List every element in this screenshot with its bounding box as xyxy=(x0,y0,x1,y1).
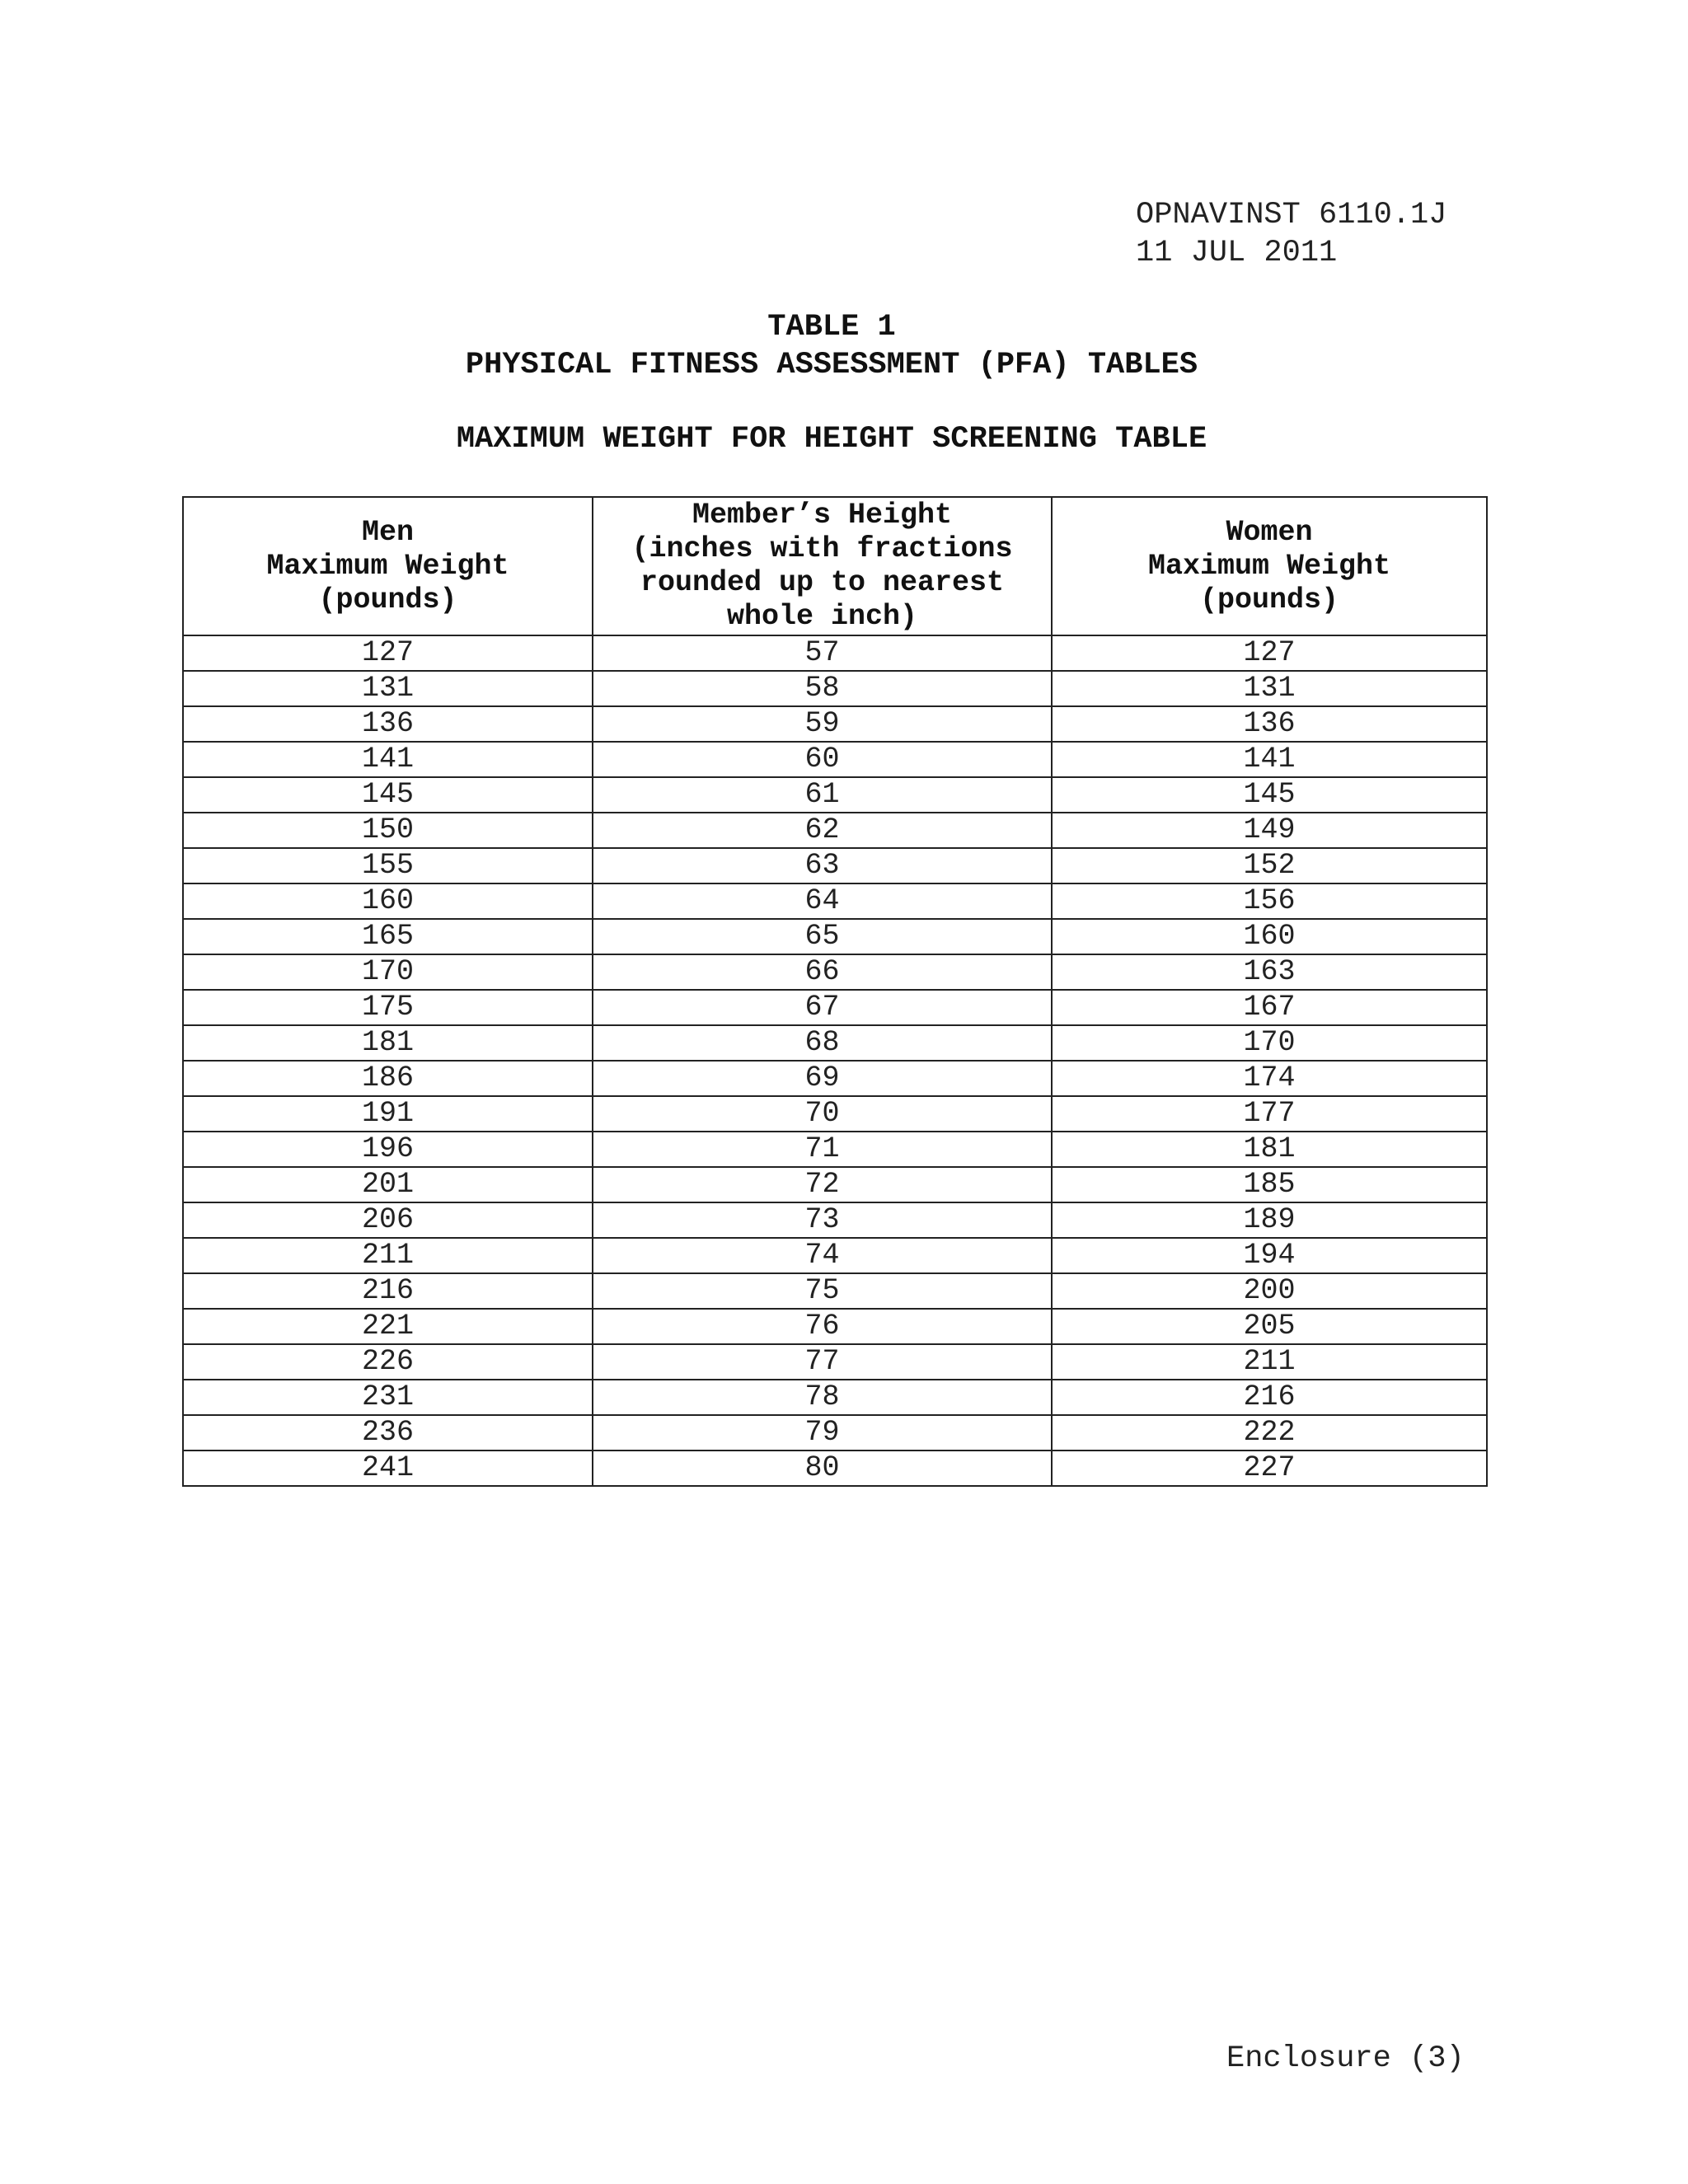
women-max-weight-cell: 222 xyxy=(1052,1415,1487,1451)
men-max-weight-cell: 136 xyxy=(183,706,593,742)
women-max-weight-cell: 131 xyxy=(1052,671,1487,706)
table-row xyxy=(183,1167,1487,1202)
women-max-weight-cell: 211 xyxy=(1052,1344,1487,1380)
height-cell: 66 xyxy=(593,954,1052,990)
table-row xyxy=(183,813,1487,848)
women-max-weight-cell: 185 xyxy=(1052,1167,1487,1202)
women-max-weight-cell: 216 xyxy=(1052,1380,1487,1415)
table-row xyxy=(183,777,1487,813)
table-row xyxy=(183,1025,1487,1061)
table-row xyxy=(183,742,1487,777)
men-max-weight-cell: 231 xyxy=(183,1380,593,1415)
women-max-weight-cell: 200 xyxy=(1052,1273,1487,1309)
document-header xyxy=(1136,196,1447,272)
section-title: PHYSICAL FITNESS ASSESSMENT (PFA) TABLES xyxy=(465,348,1198,382)
table-row xyxy=(183,635,1487,671)
women-max-weight-cell: 136 xyxy=(1052,706,1487,742)
table-row xyxy=(183,1061,1487,1096)
men-max-weight-cell: 226 xyxy=(183,1344,593,1380)
document-date: 11 JUL 2011 xyxy=(1136,236,1338,270)
women-max-weight-cell: 156 xyxy=(1052,883,1487,919)
weight-height-table xyxy=(182,496,1488,1487)
women-max-weight-cell: 141 xyxy=(1052,742,1487,777)
table-row xyxy=(183,671,1487,706)
table-row xyxy=(183,919,1487,954)
height-cell: 57 xyxy=(593,635,1052,671)
table-header-row xyxy=(183,497,1487,635)
women-max-weight-cell: 163 xyxy=(1052,954,1487,990)
height-cell: 58 xyxy=(593,671,1052,706)
men-max-weight-cell: 216 xyxy=(183,1273,593,1309)
height-cell: 59 xyxy=(593,706,1052,742)
women-max-weight-cell: 189 xyxy=(1052,1202,1487,1238)
table-row xyxy=(183,706,1487,742)
table-row xyxy=(183,1273,1487,1309)
height-cell: 80 xyxy=(593,1451,1052,1486)
table-name-title: MAXIMUM WEIGHT FOR HEIGHT SCREENING TABLE xyxy=(456,422,1207,457)
height-cell: 78 xyxy=(593,1380,1052,1415)
men-max-weight-cell: 150 xyxy=(183,813,593,848)
table-row xyxy=(183,1344,1487,1380)
men-max-weight-cell: 186 xyxy=(183,1061,593,1096)
height-cell: 75 xyxy=(593,1273,1052,1309)
column-header-men: Men Maximum Weight (pounds) xyxy=(183,497,593,635)
height-cell: 72 xyxy=(593,1167,1052,1202)
table-row xyxy=(183,848,1487,883)
height-cell: 62 xyxy=(593,813,1052,848)
table-row xyxy=(183,1202,1487,1238)
men-max-weight-cell: 191 xyxy=(183,1096,593,1132)
height-cell: 68 xyxy=(593,1025,1052,1061)
height-cell: 77 xyxy=(593,1344,1052,1380)
height-cell: 71 xyxy=(593,1132,1052,1167)
table-row xyxy=(183,1451,1487,1486)
men-max-weight-cell: 206 xyxy=(183,1202,593,1238)
women-max-weight-cell: 127 xyxy=(1052,635,1487,671)
women-max-weight-cell: 167 xyxy=(1052,990,1487,1025)
height-cell: 61 xyxy=(593,777,1052,813)
table-row xyxy=(183,1380,1487,1415)
enclosure-label: Enclosure (3) xyxy=(1226,2041,1465,2076)
height-cell: 63 xyxy=(593,848,1052,883)
table-number-title: TABLE 1 xyxy=(767,310,896,344)
men-max-weight-cell: 127 xyxy=(183,635,593,671)
women-max-weight-cell: 174 xyxy=(1052,1061,1487,1096)
height-cell: 60 xyxy=(593,742,1052,777)
height-cell: 74 xyxy=(593,1238,1052,1273)
men-max-weight-cell: 201 xyxy=(183,1167,593,1202)
women-max-weight-cell: 181 xyxy=(1052,1132,1487,1167)
height-cell: 65 xyxy=(593,919,1052,954)
men-max-weight-cell: 196 xyxy=(183,1132,593,1167)
height-cell: 67 xyxy=(593,990,1052,1025)
instruction-number: OPNAVINST 6110.1J xyxy=(1136,198,1447,232)
men-max-weight-cell: 211 xyxy=(183,1238,593,1273)
height-cell: 69 xyxy=(593,1061,1052,1096)
women-max-weight-cell: 152 xyxy=(1052,848,1487,883)
men-max-weight-cell: 141 xyxy=(183,742,593,777)
women-max-weight-cell: 170 xyxy=(1052,1025,1487,1061)
height-cell: 76 xyxy=(593,1309,1052,1344)
men-max-weight-cell: 175 xyxy=(183,990,593,1025)
men-max-weight-cell: 241 xyxy=(183,1451,593,1486)
table-row xyxy=(183,1238,1487,1273)
men-max-weight-cell: 131 xyxy=(183,671,593,706)
men-max-weight-cell: 155 xyxy=(183,848,593,883)
table-row xyxy=(183,1309,1487,1344)
table-row xyxy=(183,990,1487,1025)
women-max-weight-cell: 145 xyxy=(1052,777,1487,813)
women-max-weight-cell: 177 xyxy=(1052,1096,1487,1132)
height-cell: 70 xyxy=(593,1096,1052,1132)
men-max-weight-cell: 236 xyxy=(183,1415,593,1451)
table-row xyxy=(183,883,1487,919)
men-max-weight-cell: 145 xyxy=(183,777,593,813)
height-cell: 79 xyxy=(593,1415,1052,1451)
table-row xyxy=(183,1132,1487,1167)
men-max-weight-cell: 181 xyxy=(183,1025,593,1061)
women-max-weight-cell: 194 xyxy=(1052,1238,1487,1273)
table-body xyxy=(183,635,1487,1486)
column-header-women: Women Maximum Weight (pounds) xyxy=(1052,497,1487,635)
column-header-height: Member’s Height (inches with fractions rounded up to nearest whole inch) xyxy=(593,497,1052,635)
men-max-weight-cell: 170 xyxy=(183,954,593,990)
table-row xyxy=(183,954,1487,990)
women-max-weight-cell: 227 xyxy=(1052,1451,1487,1486)
men-max-weight-cell: 165 xyxy=(183,919,593,954)
height-cell: 64 xyxy=(593,883,1052,919)
table-row xyxy=(183,1415,1487,1451)
women-max-weight-cell: 205 xyxy=(1052,1309,1487,1344)
men-max-weight-cell: 221 xyxy=(183,1309,593,1344)
women-max-weight-cell: 149 xyxy=(1052,813,1487,848)
table-row xyxy=(183,1096,1487,1132)
women-max-weight-cell: 160 xyxy=(1052,919,1487,954)
height-cell: 73 xyxy=(593,1202,1052,1238)
men-max-weight-cell: 160 xyxy=(183,883,593,919)
